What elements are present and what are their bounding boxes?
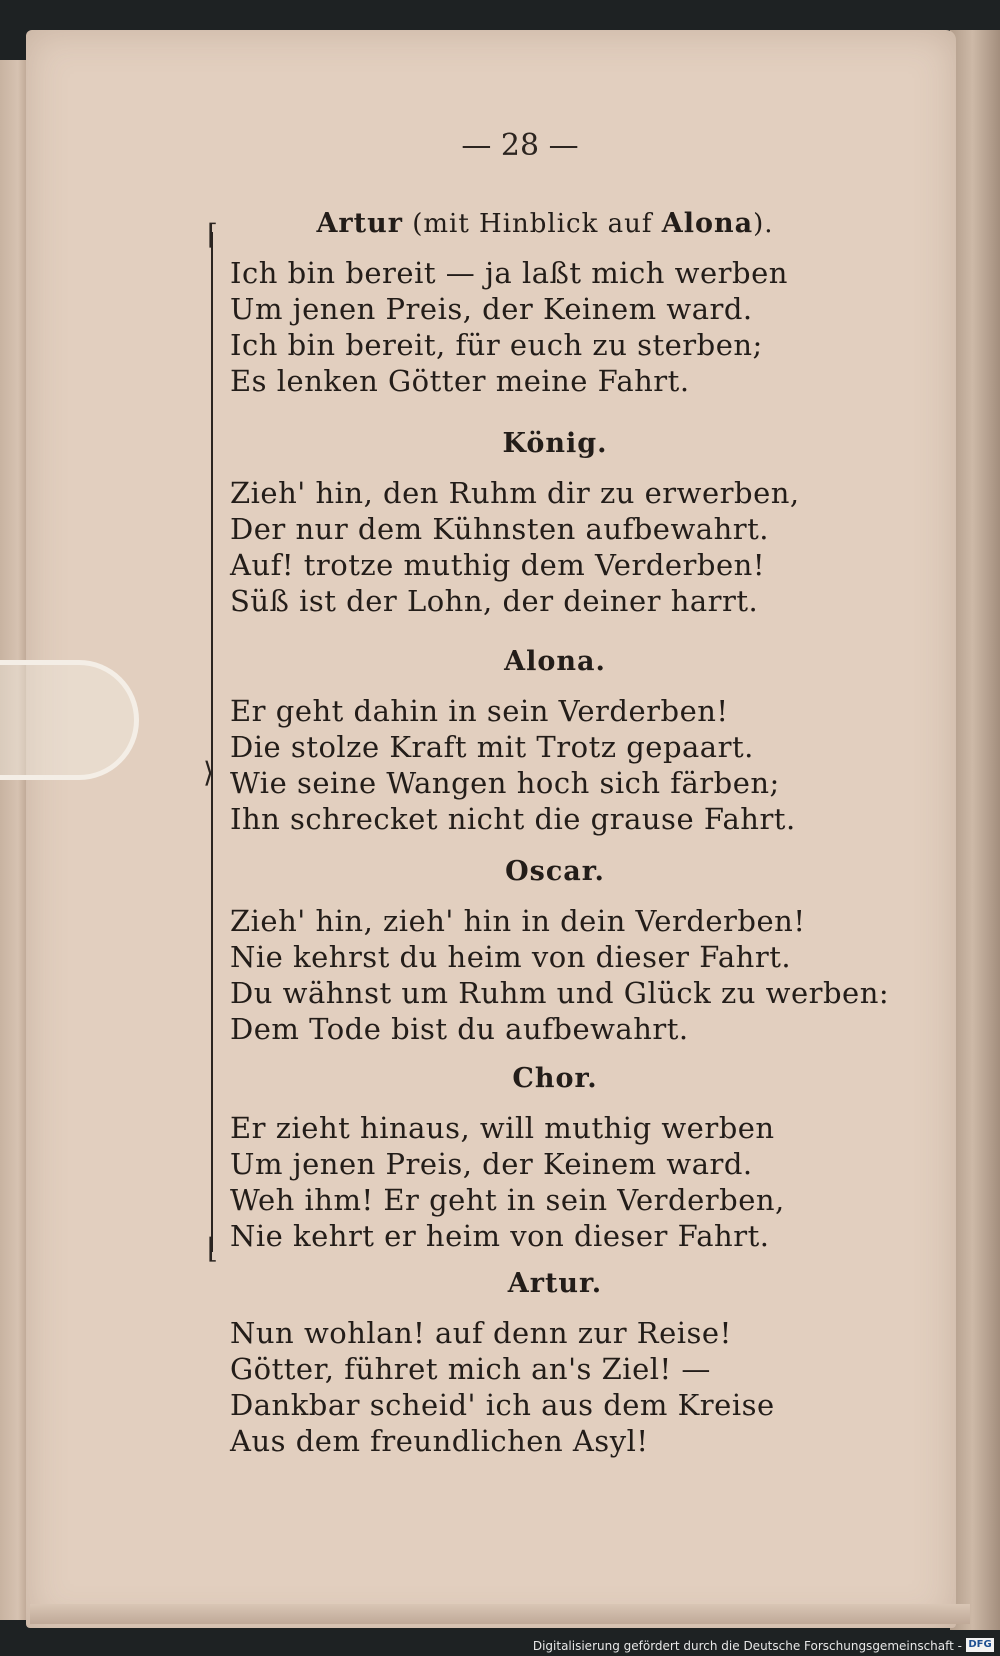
verse-line: Er geht dahin in sein Verderben! <box>230 694 729 728</box>
verse-line: Ich bin bereit, für euch zu sterben; <box>230 328 763 362</box>
section-alona <box>230 646 880 837</box>
section-artur-final <box>230 1268 880 1459</box>
stage-direction-name: Alona <box>661 208 754 239</box>
verse-line: Wie seine Wangen hoch sich färben; <box>230 766 780 800</box>
verse-line: Nie kehrst du heim von dieser Fahrt. <box>230 940 792 974</box>
verse-line: Die stolze Kraft mit Trotz gepaart. <box>230 730 754 764</box>
stage-direction-suffix: ). <box>753 209 774 239</box>
section-chor <box>230 1063 880 1254</box>
verse-line: Süß ist der Lohn, der deiner harrt. <box>230 584 759 618</box>
speaker-heading: König. <box>502 428 608 459</box>
digitization-credit: Digitalisierung gefördert durch die Deutsche Forschungsgemeinschaft - <box>532 1639 962 1653</box>
stage-direction-prefix: (mit Hinblick auf <box>402 209 662 239</box>
speaker-name: Artur <box>316 208 403 239</box>
verse-line: Nun wohlan! auf denn zur Reise! <box>230 1316 732 1350</box>
verse-line: Dem Tode bist du aufbewahrt. <box>230 1012 689 1046</box>
brace-bottom-icon: ⌊ <box>207 1232 218 1265</box>
verse-line: Dankbar scheid' ich aus dem Kreise <box>230 1388 775 1422</box>
verse-line: Du wähnst um Ruhm und Glück zu werben: <box>230 976 890 1010</box>
verse-line: Es lenken Götter meine Fahrt. <box>230 364 690 398</box>
section-koenig <box>230 428 880 619</box>
paper-clip <box>0 660 139 780</box>
verse-line: Götter, führet mich an's Ziel! — <box>230 1352 711 1386</box>
brace-top-icon: ⌈ <box>207 218 218 251</box>
dfg-logo-icon: DFG <box>966 1638 994 1652</box>
verse-line: Ihn schrecket nicht die grause Fahrt. <box>230 802 796 836</box>
verse-brace-line <box>211 232 213 1252</box>
verse-line: Der nur dem Kühnsten aufbewahrt. <box>230 512 769 546</box>
verse-line: Aus dem freundlichen Asyl! <box>230 1424 649 1458</box>
verse-line: Um jenen Preis, der Keinem ward. <box>230 1147 753 1181</box>
verse-line: Auf! trotze muthig dem Verderben! <box>230 548 765 582</box>
book-right-edge <box>950 30 1000 1630</box>
speaker-heading: Chor. <box>512 1063 598 1094</box>
brace-middle-icon: ⟩ <box>203 756 214 789</box>
verse-line: Zieh' hin, den Ruhm dir zu erwerben, <box>230 476 800 510</box>
speaker-heading <box>210 208 880 239</box>
speaker-heading: Oscar. <box>505 856 605 887</box>
book-bottom-edge <box>30 1604 970 1624</box>
verse-line: Weh ihm! Er geht in sein Verderben, <box>230 1183 785 1217</box>
section-artur-intro <box>230 208 880 399</box>
page-number: — 28 — <box>461 128 579 163</box>
verse-line: Zieh' hin, zieh' hin in dein Verderben! <box>230 904 806 938</box>
verse-line: Um jenen Preis, der Keinem ward. <box>230 292 753 326</box>
verse-line: Er zieht hinaus, will muthig werben <box>230 1111 775 1145</box>
verse-line: Ich bin bereit — ja laßt mich werben <box>230 256 788 290</box>
section-oscar <box>230 856 890 1047</box>
verse-line: Nie kehrt er heim von dieser Fahrt. <box>230 1219 770 1253</box>
speaker-heading: Artur. <box>507 1268 603 1299</box>
speaker-heading: Alona. <box>504 646 606 677</box>
